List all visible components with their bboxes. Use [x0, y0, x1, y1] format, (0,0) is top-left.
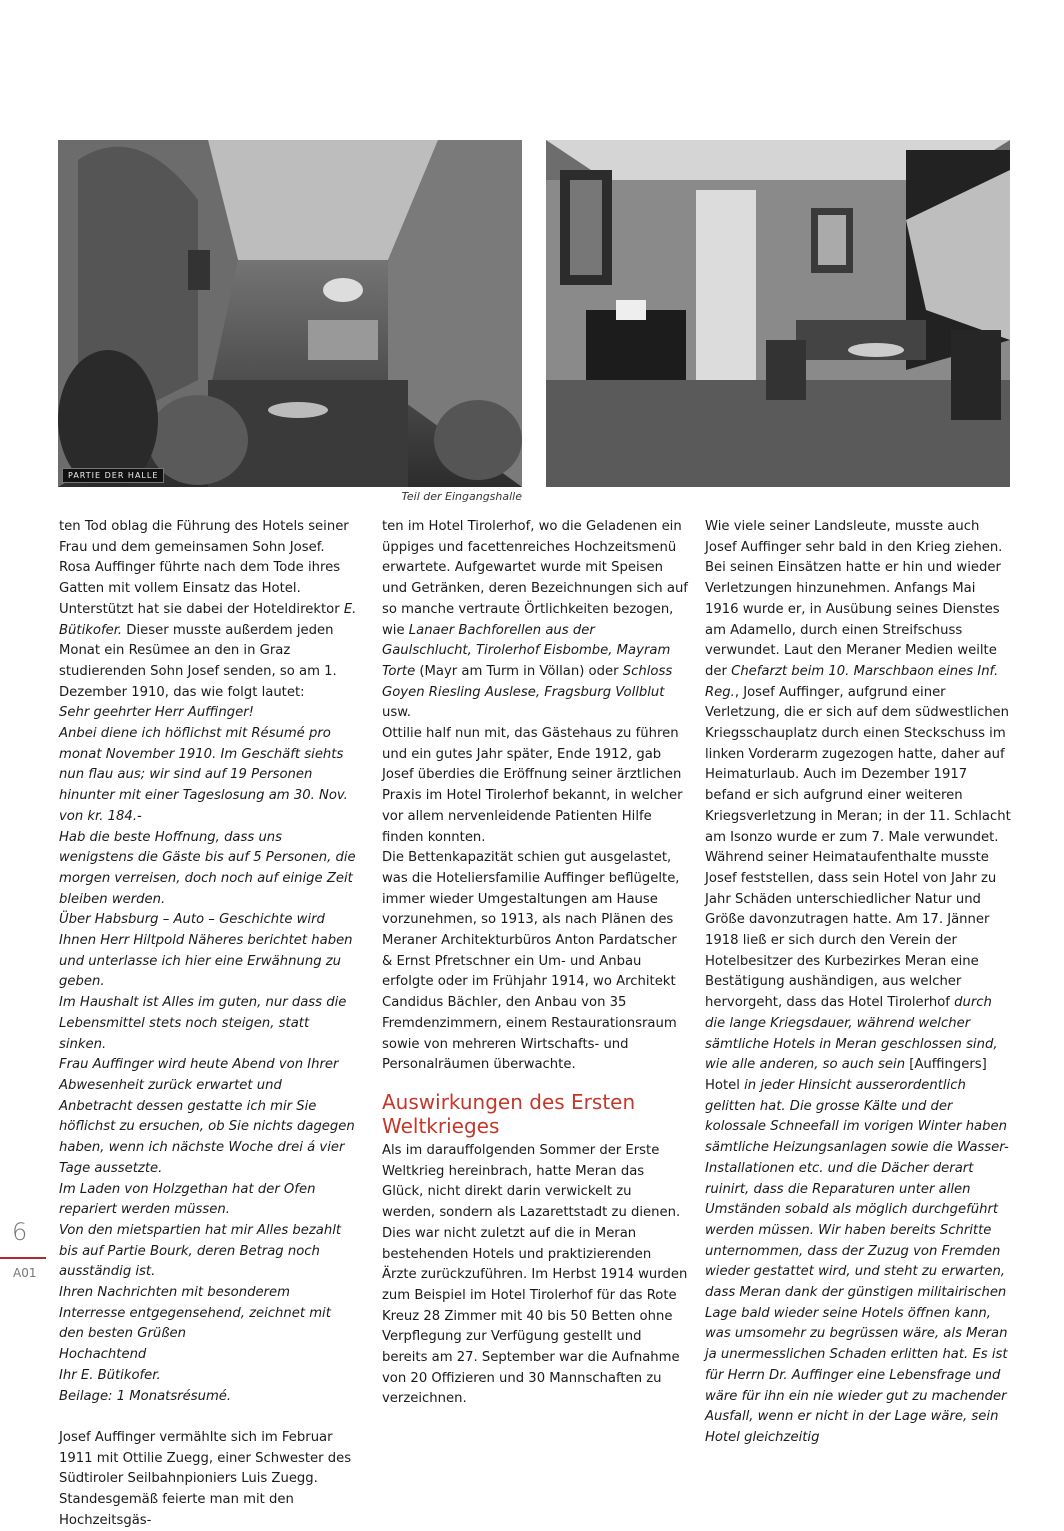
paragraph: Als im darauffolgenden Sommer der Erste Weltkrieg hereinbrach, hatte Meran das Glück, nicht direkt darin verwickelt zu werden, sondern als Lazarettstadt zu dienen. Dies war nicht zuletzt auf die in Meran bestehenden Hotels und praktizierenden Ärzte zurückzuführen. Im Herbst 1914 wurden zum Beispiel im Hotel Tirolerhof für das Rote Kreuz 28 Zimmer mit 40 bis 50 Betten ohne Verpflegung zur Verfügung gestellt und bereits am 27. September war die Aufnahme von 20 Offizieren und 30 Mannschaften zu verzeichnen. [382, 1142, 688, 1407]
letter-line: Ihr E. Bütikofer. [59, 1367, 161, 1383]
letter-line: Hab die beste Hoffnung, dass uns wenigstens die Gäste bis auf 5 Personen, die morgen verreisen, doch noch auf einige Zeit bleiben werden. [59, 829, 356, 907]
paragraph: Ottilie half nun mit, das Gästehaus zu führen und ein gutes Jahr später, Ende 1912, gab Josef überdies die Eröffnung seiner ärztlichen Praxis im Hotel Tirolerhof bekannt, in welcher vor allem nervenleidende Patienten Hilfe finden konnten. [382, 726, 683, 845]
letter-line: Von den mietspartien hat mir Alles bezahlt bis auf Partie Bourk, deren Betrag noch ausständig ist. [59, 1222, 342, 1280]
letter-line: Beilage: 1 Monatsrésumé. [59, 1388, 232, 1404]
photo-caption: Teil der Eingangshalle [401, 490, 522, 503]
photo-label: PARTIE DER HALLE [62, 468, 164, 483]
paragraph: ten Tod oblag die Führung des Hotels seiner Frau und dem gemeinsamen Sohn Josef. Rosa Auffinger führte nach dem Tode ihres Gatten mit vollem Einsatz das Hotel. Unterstützt hat sie dabei der Hoteldirektor E. Bütikofer. Dieser musste außerdem jeden Monat ein Resümee an den in Graz studierenden Sohn Josef senden, so am 1. Dezember 1910, das wie folgt lautet: [59, 519, 357, 700]
hall-photo-illustration [58, 140, 522, 487]
text-column-2 [382, 517, 688, 1410]
letter-line: Sehr geehrter Herr Auffinger! [59, 705, 254, 721]
paragraph: Josef Auffinger vermählte sich im Februar 1911 mit Ottilie Zuegg, einer Schwester des Südtiroler Seilbahnpioniers Luis Zuegg. Standesgemäß feierte man mit den Hochzeitsgäs- [59, 1429, 352, 1528]
page-number: 6 [12, 1218, 28, 1246]
letter-line: Anbei diene ich höflichst mit Résumé pro monat November 1910. Im Geschäft siehts nun flau aus; wir sind auf 19 Personen hinunter mit einer Tageslosung am 30. Nov. von kr. 184.- [59, 726, 348, 824]
folio-divider [0, 1257, 46, 1259]
letter-line: Frau Auffinger wird heute Abend von Ihrer Abwesenheit zurück erwartet und Anbetracht dessen gestatte ich mir Sie höflichst zu ersuchen, ob Sie nichts dagegen haben, wenn ich nächste Woche drei á vier Tage aussetzte. [59, 1057, 355, 1176]
text-column-1 [59, 517, 359, 1531]
letter-line: Ihren Nachrichten mit besonderem Interresse entgegensehend, zeichnet mit den besten Grüßen [59, 1285, 331, 1342]
section-code: A01 [13, 1266, 37, 1280]
paragraph: Wie viele seiner Landsleute, musste auch Josef Auffinger sehr bald in den Krieg ziehen. Bei seinen Einsätzen hatte er hin und wieder Verletzungen hinzunehmen. Anfangs Mai 1916 wurde er, in Ausübung seines Dienstes am Adamello, durch einen Streifschuss verwundet. Laut den Meraner Medien weilte der Chefarzt beim 10. Marschbaon eines Inf. Reg., Josef Auffinger, aufgrund einer Verletzung, die er sich auf dem südwestlichen Kriegsschauplatz durch einen Steckschuss im linken Vorderarm zugezogen hatte, daher auf Heimaturlaub. Auch im Dezember 1917 befand er sich aufgrund einer weiteren Kriegsverletzung in Meran; in der 11. Schlacht am Isonzo wurde er zum 7. Male verwundet. Während seiner Heimataufenthalte musste Josef feststellen, dass sein Hotel von Jahr zu Jahr Schäden unterschiedlicher Natur und Größe davonzutragen hatte. Am 17. Jänner 1918 ließ er sich durch den Verein der Hotelbesitzer des Kurbezirkes Meran eine Bestätigung aushändigen, aus welcher hervorgeht, dass das Hotel Tirolerhof durch die lange Kriegsdauer, während welcher sämtliche Hotels in Meran geschlossen sind, wie alle anderen, so auch sein [Auffingers] Hotel in jeder Hinsicht ausserordentlich gelitten hat. Die grosse Kälte und der kolossale Schneefall im vorigen Winter haben sämtliche Heizungsanlagen sowie die Wasser-Installationen etc. und die Dächer derart ruinirt, dass die Reparaturen unter allen Umständen sobald als möglich durchgeführt werden müssen. Wir haben bereits Schritte unternommen, dass der Zuzug von Fremden wieder gestattet wird, und steht zu erwarten, dass Meran dank der günstigen militairischen Lage bald wieder seine Hotels öffnen kann, was umsomehr zu begrüssen wäre, als Meran ja unermesslichen Schaden erlitten hat. Es ist für Herrn Dr. Auffinger eine Lebensfrage und wäre für ihn ein nie wieder gut zu machender Ausfall, wenn er nicht in der Lage wäre, sein Hotel gleichzeitig [705, 519, 1011, 1445]
text-column-3 [705, 517, 1011, 1449]
letter-line: Im Haushalt ist Alles im guten, nur dass die Lebensmittel stets noch steigen, statt sinken. [59, 995, 347, 1052]
letter-quote [59, 703, 359, 1407]
letter-line: Im Laden von Holzgethan hat der Ofen repariert werden müssen. [59, 1181, 316, 1218]
photo-entrance-hall [546, 140, 1010, 487]
entrance-hall-illustration [546, 140, 1010, 487]
section-heading: Auswirkungen des Ersten Weltkrieges [382, 1089, 636, 1138]
letter-line: Über Habsburg – Auto – Geschichte wird Ihnen Herr Hiltpold Näheres berichtet haben und unterlasse ich hier eine Erwähnung zu geben. [59, 912, 353, 990]
photo-hall [58, 140, 522, 487]
paragraph: ten im Hotel Tirolerhof, wo die Geladenen ein üppiges und facettenreiches Hochzeitsmenü erwartete. Aufgewartet wurde mit Speisen und Getränken, deren Bezeichnungen sich auf so manche vertraute Örtlichkeiten bezogen, wie Lanaer Bachforellen aus der Gaulschlucht, Tirolerhof Eisbombe, Mayram Torte (Mayr am Turm in Völlan) oder Schloss Goyen Riesling Auslese, Fragsburg Vollblut usw. [382, 519, 688, 721]
letter-line: Hochachtend [59, 1347, 147, 1363]
paragraph: Die Bettenkapazität schien gut ausgelastet, was die Hoteliersfamilie Auffinger beflügelte, immer wieder Umgestaltungen am Hause vorzunehmen, so 1913, als nach Plänen des Meraner Architekturbüros Anton Pardatscher & Ernst Pfretschner ein Um- und Anbau erfolgte oder im Frühjahr 1914, wo Architekt Candidus Bächler, den Anbau von 35 Fremdenzimmern, einem Restaurationsraum sowie von mehreren Wirtschafts- und Personalräumen überwachte. [382, 850, 680, 1073]
